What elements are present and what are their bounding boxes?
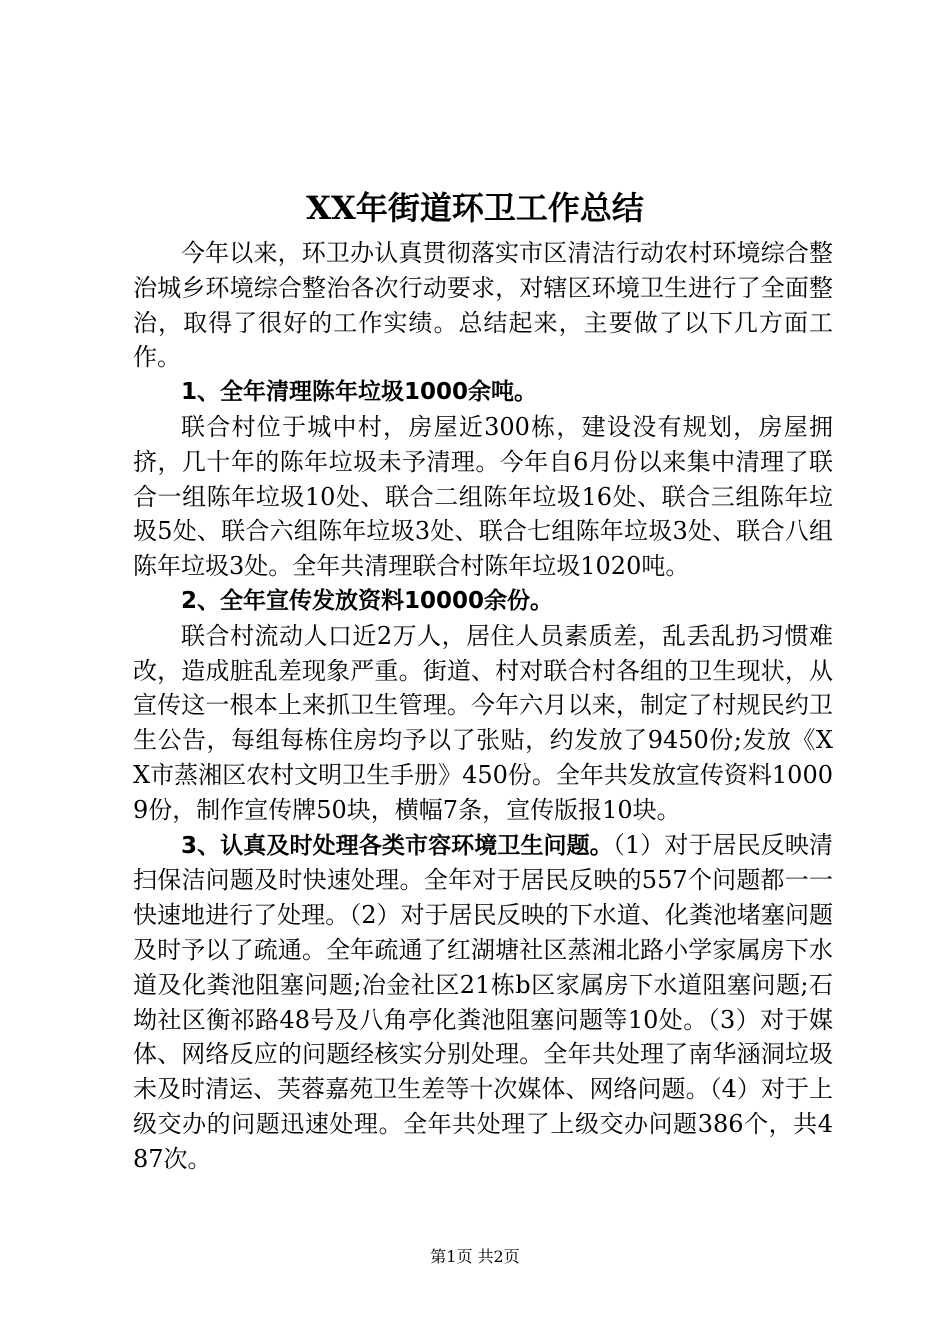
section-2-heading: 2、全年宣传发放资料10000余份。 — [181, 587, 554, 614]
section-1-heading: 1、全年清理陈年垃圾1000余吨。 — [181, 379, 538, 406]
section-1-body: 联合村位于城中村，房屋近300栋，建设没有规划，房屋拥挤，几十年的陈年垃圾未予清理。今年自6月份以来集中清理了联合一组陈年垃圾10处、联合二组陈年垃圾16处、联合三组陈年垃圾5处、联合六组陈年垃圾3处、联合七组陈年垃圾3处、联合八组陈年垃圾3处。全年共清理联合村陈年垃圾1020吨。 — [133, 412, 833, 581]
document-body — [133, 236, 833, 1177]
intro-paragraph: 今年以来，环卫办认真贯彻落实市区清洁行动农村环境综合整治城乡环境综合整治各次行动要求，对辖区环境卫生进行了全面整治，取得了很好的工作实绩。总结起来，主要做了以下几方面工作。 — [133, 239, 833, 372]
document-title: XX年街道环卫工作总结 — [306, 189, 644, 227]
page-footer: 第1页 共2页 — [430, 1247, 520, 1266]
section-3-paragraph — [133, 828, 833, 1177]
section-3-heading: 3、认真及时处理各类市容环境卫生问题。 — [181, 832, 613, 859]
section-3-body: （1）对于居民反映清扫保洁问题及时快速处理。全年对于居民反映的557个问题都一一快速地进行了处理。（2）对于居民反映的下水道、化粪池堵塞问题及时予以了疏通。全年疏通了红湖塘社区蒸湘北路小学家属房下水道及化粪池阻塞问题;冶金社区21栋b区家属房下水道阻塞问题;石坳社区衡祁路48号及八角亭化粪池阻塞问题等10处。（3）对于媒体、网络反应的问题经核实分别处理。全年共处理了南华涵洞垃圾未及时清运、芙蓉嘉苑卫生差等十次媒体、网络问题。（4）对于上级交办的问题迅速处理。全年共处理了上级交办问题386个，共487次。 — [133, 830, 833, 1173]
section-2-body: 联合村流动人口近2万人，居住人员素质差，乱丢乱扔习惯难改，造成脏乱差现象严重。街道、村对联合村各组的卫生现状，从宣传这一根本上来抓卫生管理。今年六月以来，制定了村规民约卫生公告，每组每栋住房均予以了张贴，约发放了9450份;发放《XX市蒸湘区农村文明卫生手册》450份。全年共发放宣传资料10009份，制作宣传牌50块，横幅7条，宣传版报10块。 — [133, 621, 833, 824]
